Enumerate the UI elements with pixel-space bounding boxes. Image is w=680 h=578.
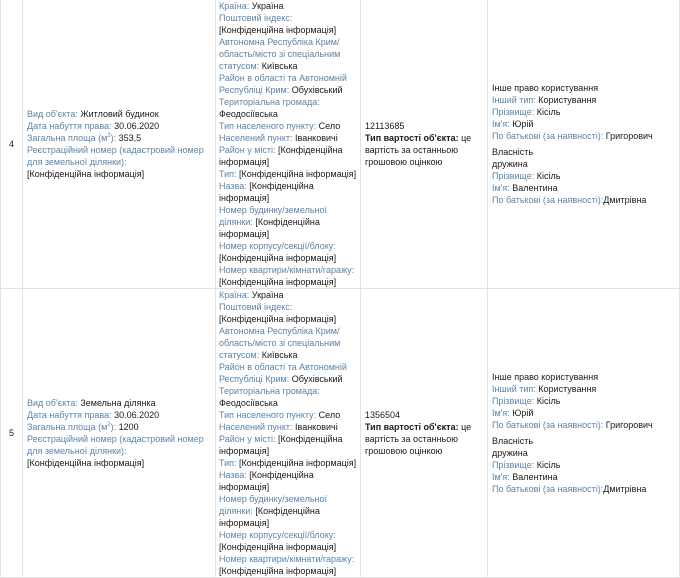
community: Територіальна громада: Феодосіївська — [219, 386, 320, 408]
acquisition-date: Дата набуття права: 30.06.2020 — [27, 121, 160, 131]
location-cell — [216, 289, 361, 578]
settlement-type: Тип населеного пункту: Село — [219, 121, 341, 131]
row-number: 4 — [1, 0, 23, 289]
community: Територіальна громада: Феодосіївська — [219, 97, 320, 119]
value-amount: 12113685 — [365, 121, 405, 131]
owner2-name: Ім'я: Валентина — [492, 183, 558, 193]
postal-index: Поштовий індекс: [Конфіденційна інформація] — [219, 302, 337, 324]
owner2-surname: Прізвище: Кісіль — [492, 171, 561, 181]
district: Район в області та Автономній Республіці Крим: Обухівський — [219, 73, 347, 95]
location-cell — [216, 0, 361, 289]
owner-surname: Прізвище: Кісіль — [492, 107, 561, 117]
region: Автономна Республіка Крим/ область/місто зі спеціальним статусом: Київська — [219, 326, 341, 360]
city-district: Район у місті: [Конфіденційна інформація] — [219, 434, 343, 456]
value-cell — [361, 0, 488, 289]
owner2-right: Власність — [492, 147, 534, 157]
value-type: Тип вартості об'єкта: це вартість за останньою грошовою оцінкою — [365, 133, 472, 167]
cadastral-number: Реєстраційний номер (кадастровий номер для земельної ділянки): [Конфіденційна інформація] — [27, 434, 204, 468]
city-district: Район у місті: [Конфіденційна інформація] — [219, 145, 343, 167]
house-number: Номер будинку/земельної ділянки: [Конфіденційна інформація] — [219, 494, 327, 528]
other-type: Інший тип: Користування — [492, 384, 597, 394]
country: Країна: Україна — [219, 290, 284, 300]
apartment-number: Номер квартири/кімнати/гаражу: [Конфіденційна інформація] — [219, 554, 355, 576]
postal-index: Поштовий індекс: [Конфіденційна інформація] — [219, 13, 337, 35]
settlement: Населений пункт: Іванковичі — [219, 422, 338, 432]
settlement: Населений пункт: Іванковичі — [219, 133, 338, 143]
street-name: Назва: [Конфіденційна інформація] — [219, 181, 314, 203]
object-type: Вид об'єкта: Земельна ділянка — [27, 398, 156, 408]
owners-cell — [488, 0, 680, 289]
total-area: Загальна площа $(м^2)$: 353,5 — [27, 133, 142, 143]
object-cell — [23, 0, 216, 289]
owner-patronymic: По батькові (за наявності): Григорович — [492, 131, 653, 141]
owner-patronymic: По батькові (за наявності): Григорович — [492, 420, 653, 430]
table-row — [1, 0, 680, 289]
street-name: Назва: [Конфіденційна інформація] — [219, 470, 314, 492]
object-type: Вид об'єкта: Житловий будинок — [27, 109, 159, 119]
district: Район в області та Автономній Республіці Крим: Обухівський — [219, 362, 347, 384]
street-type: Тип: [Конфіденційна інформація] — [219, 458, 357, 468]
owner2-role: дружина — [492, 448, 528, 458]
acquisition-date: Дата набуття права: 30.06.2020 — [27, 410, 160, 420]
street-type: Тип: [Конфіденційна інформація] — [219, 169, 357, 179]
block-number: Номер корпусу/секції/блоку: [Конфіденційна інформація] — [219, 530, 337, 552]
object-cell — [23, 289, 216, 578]
owner2-patronymic: По батькові (за наявності):Дмитрівна — [492, 484, 647, 494]
region: Автономна Республіка Крим/ область/місто зі спеціальним статусом: Київська — [219, 37, 341, 71]
cadastral-number: Реєстраційний номер (кадастровий номер для земельної ділянки): [Конфіденційна інформація] — [27, 145, 204, 179]
owner-name: Ім'я: Юрій — [492, 408, 534, 418]
right-title: Інше право користування — [492, 83, 599, 93]
settlement-type: Тип населеного пункту: Село — [219, 410, 341, 420]
total-area: Загальна площа $(м^2)$: 1200 — [27, 422, 139, 432]
block-number: Номер корпусу/секції/блоку: [Конфіденційна інформація] — [219, 241, 337, 263]
owner-name: Ім'я: Юрій — [492, 119, 534, 129]
value-amount: 1356504 — [365, 410, 401, 420]
owner2-name: Ім'я: Валентина — [492, 472, 558, 482]
table-row — [1, 289, 680, 578]
other-type: Інший тип: Користування — [492, 95, 597, 105]
value-cell — [361, 289, 488, 578]
house-number: Номер будинку/земельної ділянки: [Конфіденційна інформація] — [219, 205, 327, 239]
owner2-role: дружина — [492, 159, 528, 169]
value-type: Тип вартості об'єкта: це вартість за останньою грошовою оцінкою — [365, 422, 472, 456]
owner-surname: Прізвище: Кісіль — [492, 396, 561, 406]
owners-cell — [488, 289, 680, 578]
owner2-right: Власність — [492, 436, 534, 446]
apartment-number: Номер квартири/кімнати/гаражу: [Конфіденційна інформація] — [219, 265, 355, 287]
owner2-patronymic: По батькові (за наявності):Дмитрівна — [492, 195, 647, 205]
owner2-surname: Прізвище: Кісіль — [492, 460, 561, 470]
country: Країна: Україна — [219, 1, 284, 11]
right-title: Інше право користування — [492, 372, 599, 382]
row-number: 5 — [1, 289, 23, 578]
